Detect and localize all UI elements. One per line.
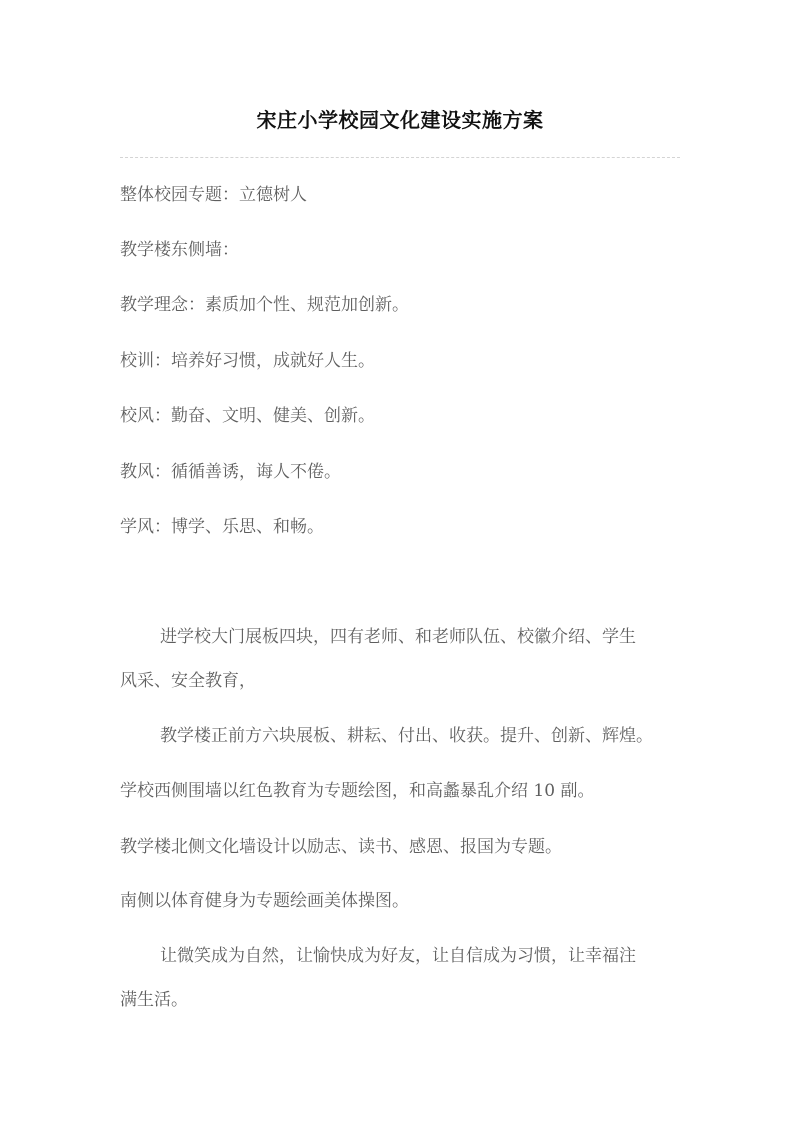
campus-theme-line: 整体校园专题：立德树人 <box>120 185 307 205</box>
gate-boards-paragraph-line1: 进学校大门展板四块，四有老师、和老师队伍、校徽介绍、学生 <box>160 627 636 647</box>
title-divider <box>120 157 680 158</box>
west-wall-paragraph: 学校西侧围墙以红色教育为专题绘图，和高蠡暴乱介绍 10 副。 <box>120 781 595 801</box>
east-wall-heading: 教学楼东侧墙： <box>120 240 239 260</box>
south-side-paragraph: 南侧以体育健身为专题绘画美体操图。 <box>120 891 409 911</box>
school-motto-line: 校训：培养好习惯，成就好人生。 <box>120 351 375 371</box>
document-title: 宋庄小学校园文化建设实施方案 <box>256 108 544 132</box>
school-spirit-line: 校风：勤奋、文明、健美、创新。 <box>120 406 375 426</box>
front-boards-paragraph: 教学楼正前方六块展板、耕耘、付出、收获。提升、创新、辉煌。 <box>160 726 653 746</box>
teaching-philosophy-line: 教学理念：素质加个性、规范加创新。 <box>120 295 409 315</box>
gate-boards-paragraph-line2: 风采、安全教育， <box>120 671 256 691</box>
smile-paragraph-line2: 满生活。 <box>120 990 188 1010</box>
study-style-line: 学风：博学、乐思、和畅。 <box>120 517 324 537</box>
teaching-style-line: 教风：循循善诱，诲人不倦。 <box>120 462 341 482</box>
north-wall-paragraph: 教学楼北侧文化墙设计以励志、读书、感恩、报国为专题。 <box>120 837 562 857</box>
smile-paragraph-line1: 让微笑成为自然，让愉快成为好友，让自信成为习惯，让幸福注 <box>160 946 636 966</box>
